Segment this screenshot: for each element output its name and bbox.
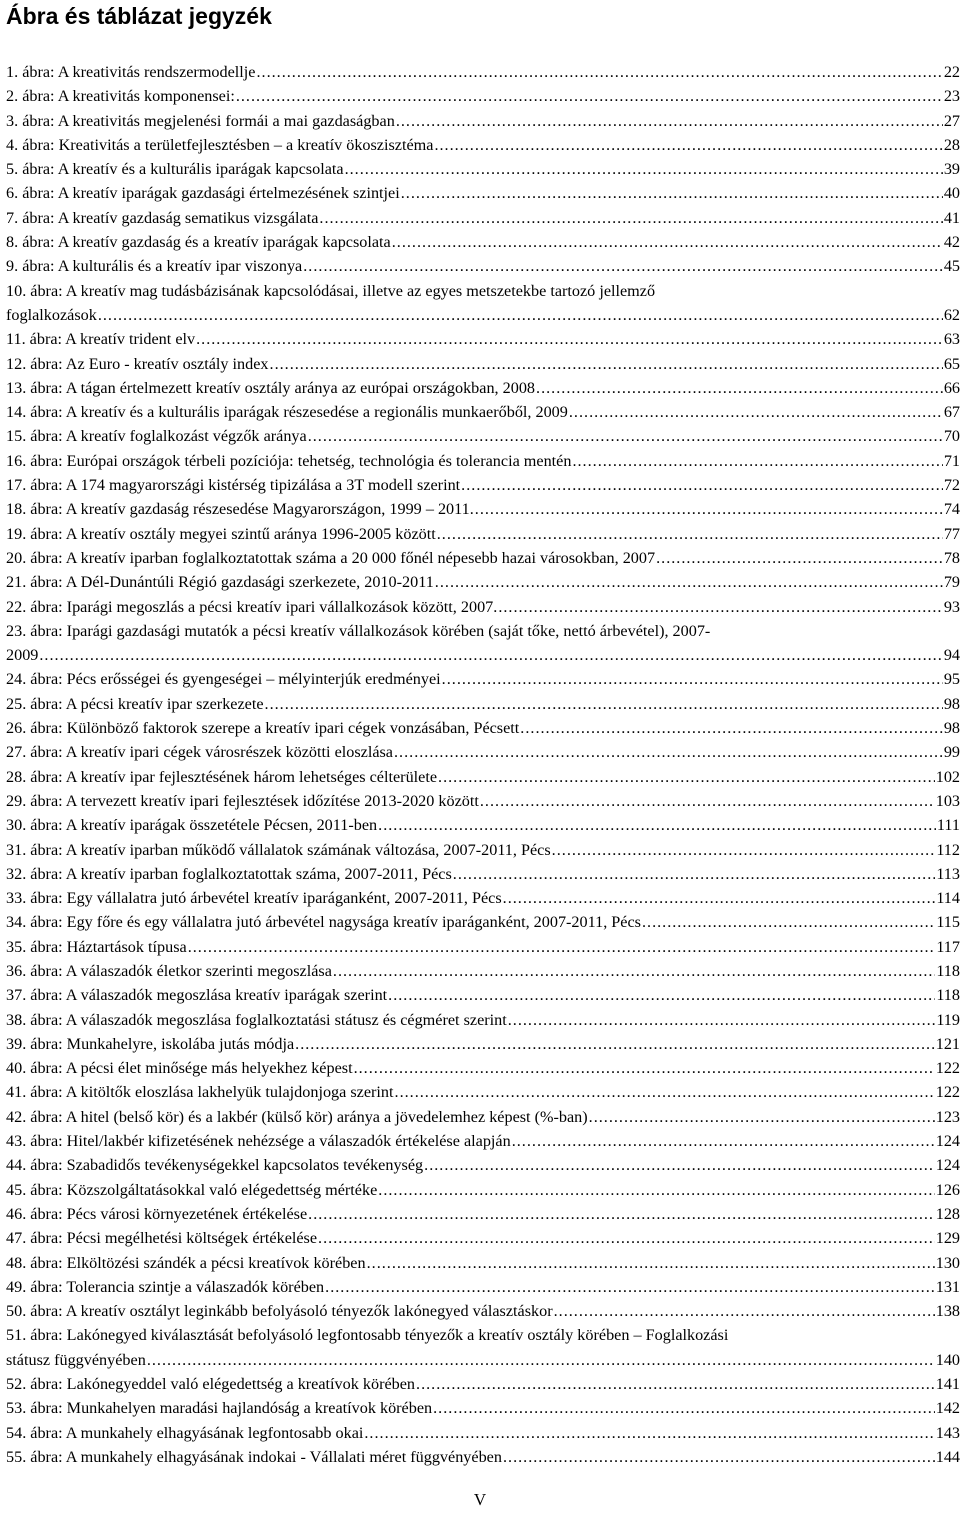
entry-title: 19. ábra: A kreatív osztály megyei szintű aránya 1996-2005 között: [6, 524, 436, 543]
entry-title: 8. ábra: A kreatív gazdaság és a kreatív iparágak kapcsolata: [6, 233, 391, 252]
entry-title: 46. ábra: Pécs városi környezetének értékelése: [6, 1204, 308, 1223]
entry-page: 66: [943, 378, 960, 397]
list-item[interactable]: [6, 473, 960, 497]
entry-title: 55. ábra: A munkahely elhagyásának indokai - Vállalati méret függvényében: [6, 1447, 502, 1466]
dot-leader: [475, 497, 943, 521]
dot-leader: [303, 254, 943, 278]
list-item[interactable]: [6, 910, 960, 934]
dot-leader: [642, 910, 935, 934]
entry-page: 103: [935, 791, 960, 810]
entry-title: 6. ábra: A kreatív iparágak gazdasági értelmezésének szintjei: [6, 184, 400, 203]
dot-leader: [318, 1226, 935, 1250]
dot-leader: [520, 716, 943, 740]
list-item[interactable]: [6, 1202, 960, 1226]
page-title: Ábra és táblázat jegyzék: [6, 3, 272, 29]
dot-leader: [554, 1299, 935, 1323]
dot-leader: [552, 838, 936, 862]
entry-title: 5. ábra: A kreatív és a kulturális iparágak kapcsolata: [6, 160, 344, 179]
entry-page: 79: [943, 573, 960, 592]
entry-title: 32. ábra: A kreatív iparban foglalkoztatottak száma, 2007-2011, Pécs: [6, 864, 452, 883]
dot-leader: [378, 813, 936, 837]
entry-title: 28. ábra: A kreatív ipar fejlesztésének három lehetséges célterülete: [6, 767, 438, 786]
list-item[interactable]: [6, 1153, 960, 1177]
entry-title: 37. ábra: A válaszadók megoszlása kreatív iparágak szerint: [6, 986, 388, 1005]
dot-leader: [388, 983, 935, 1007]
entry-page: 72: [943, 476, 960, 495]
entry-page: 141: [935, 1375, 960, 1394]
dot-leader: [98, 303, 943, 327]
list-item[interactable]: [6, 449, 960, 473]
entry-page: 126: [935, 1180, 960, 1199]
list-item[interactable]: [6, 546, 960, 570]
dot-leader: [392, 230, 943, 254]
dot-leader: [503, 1445, 935, 1469]
list-item[interactable]: [6, 813, 960, 837]
entry-title: 2. ábra: A kreativitás komponensei:: [6, 87, 235, 106]
entry-title: 33. ábra: Egy vállalatra jutó árbevétel kreatív iparáganként, 2007-2011, Pécs: [6, 889, 502, 908]
dot-leader: [295, 1032, 935, 1056]
entry-page: 131: [935, 1277, 960, 1296]
entry-title: 40. ábra: A pécsi élet minősége más helyekhez képest: [6, 1059, 353, 1078]
dot-leader: [437, 522, 943, 546]
entry-title: 12. ábra: Az Euro - kreatív osztály index: [6, 354, 269, 373]
dot-leader: [424, 1153, 935, 1177]
list-item[interactable]: [6, 157, 960, 181]
dot-leader: [512, 1129, 935, 1153]
dot-leader: [498, 595, 943, 619]
dot-leader: [503, 886, 936, 910]
entry-page: 119: [936, 1010, 960, 1029]
entry-title: 34. ábra: Egy főre és egy vállalatra jutó árbevétel nagysága kreatív iparáganként, 2007-2011, Pécs: [6, 913, 641, 932]
dot-leader: [364, 1421, 934, 1445]
entry-page: 143: [935, 1423, 960, 1442]
entry-page: 65: [943, 354, 960, 373]
list-item[interactable]: [6, 424, 960, 448]
entry-page: 74: [943, 500, 960, 519]
entry-page: 70: [943, 427, 960, 446]
figure-list: [6, 60, 960, 1469]
list-item[interactable]: [6, 740, 960, 764]
dot-leader: [308, 1202, 935, 1226]
entry-title: 10. ábra: A kreatív mag tudásbázisának kapcsolódásai, illetve az egyes metszetekbe tartozó jellemző: [6, 281, 656, 300]
entry-title: 9. ábra: A kulturális és a kreatív ipar viszonya: [6, 257, 303, 276]
entry-page: 142: [935, 1399, 960, 1418]
entry-page: 122: [935, 1083, 960, 1102]
entry-page: 28: [943, 135, 960, 154]
list-item[interactable]: [6, 1080, 960, 1104]
list-item[interactable]: [6, 765, 960, 789]
entry-title: 3. ábra: A kreativitás megjelenési formái a mai gazdaságban: [6, 111, 395, 130]
entry-title: 49. ábra: Tolerancia szintje a válaszadók körében: [6, 1277, 325, 1296]
list-item[interactable]: [6, 206, 960, 230]
list-item[interactable]: [6, 497, 960, 521]
entry-page: 118: [936, 986, 960, 1005]
dot-leader: [256, 60, 942, 84]
entry-page: 93: [943, 597, 960, 616]
list-item[interactable]: [6, 595, 960, 619]
entry-page: 78: [943, 548, 960, 567]
dot-leader: [319, 206, 942, 230]
dot-leader: [536, 376, 943, 400]
entry-title: 52. ábra: Lakónegyeddel való elégedettség a kreatívok körében: [6, 1375, 416, 1394]
entry-page: 114: [936, 889, 960, 908]
entry-page: 130: [935, 1253, 960, 1272]
entry-page: 77: [943, 524, 960, 543]
entry-title: 4. ábra: Kreativitás a területfejlesztésben – a kreatív ökoszisztéma: [6, 135, 434, 154]
dot-leader: [308, 424, 943, 448]
entry-page: 63: [943, 330, 960, 349]
entry-title-continued: státusz függvényében: [6, 1350, 146, 1369]
entry-title: 35. ábra: Háztartások típusa: [6, 937, 187, 956]
entry-page: 128: [935, 1204, 960, 1223]
dot-leader: [236, 84, 943, 108]
list-item[interactable]: [6, 109, 960, 133]
list-item[interactable]: [6, 279, 960, 328]
list-item[interactable]: [6, 983, 960, 1007]
entry-title: 47. ábra: Pécsi megélhetési költségek értékelése: [6, 1229, 318, 1248]
dot-leader: [325, 1275, 935, 1299]
entry-title: 31. ábra: A kreatív iparban működő vállalatok számának változása, 2007-2011, Pécs: [6, 840, 551, 859]
list-item[interactable]: [6, 1008, 960, 1032]
entry-title: 16. ábra: Európai országok térbeli pozíciója: tehetség, technológia és tolerancia mentén: [6, 451, 572, 470]
dot-leader: [438, 765, 935, 789]
entry-page: 112: [936, 840, 960, 859]
dot-leader: [434, 133, 942, 157]
list-item[interactable]: [6, 400, 960, 424]
entry-page: 95: [943, 670, 960, 689]
dot-leader: [508, 1008, 936, 1032]
list-item[interactable]: [6, 60, 960, 84]
dot-leader: [147, 1348, 935, 1372]
entry-page: 138: [935, 1302, 960, 1321]
list-item[interactable]: [6, 254, 960, 278]
entry-page: 102: [935, 767, 960, 786]
list-item[interactable]: [6, 838, 960, 862]
entry-title: 23. ábra: Iparági gazdasági mutatók a pécsi kreatív vállalkozások körében (saját tőke, nettó árbevétel), 2007-: [6, 621, 711, 640]
entry-title: 11. ábra: A kreatív trident elv: [6, 330, 196, 349]
dot-leader: [461, 473, 943, 497]
dot-leader: [572, 449, 942, 473]
list-item[interactable]: [6, 181, 960, 205]
entry-page: 144: [935, 1447, 960, 1466]
entry-title: 43. ábra: Hitel/lakbér kifizetésének nehézsége a válaszadók értékelése alapján: [6, 1132, 511, 1151]
list-item[interactable]: [6, 230, 960, 254]
entry-page: 121: [935, 1034, 960, 1053]
list-item[interactable]: [6, 376, 960, 400]
entry-page: 115: [936, 913, 960, 932]
list-item[interactable]: [6, 959, 960, 983]
entry-page: 27: [943, 111, 960, 130]
entry-title: 25. ábra: A pécsi kreatív ipar szerkezete: [6, 694, 264, 713]
list-item[interactable]: [6, 1372, 960, 1396]
entry-title: 20. ábra: A kreatív iparban foglalkoztatottak száma a 20 000 főnél népesebb hazai városokban, 2007: [6, 548, 656, 567]
list-item[interactable]: [6, 352, 960, 376]
dot-leader: [394, 740, 943, 764]
list-item[interactable]: [6, 1323, 960, 1372]
entry-page: 98: [943, 719, 960, 738]
entry-page: 99: [943, 743, 960, 762]
list-item[interactable]: [6, 1056, 960, 1080]
entry-title: 36. ábra: A válaszadók életkor szerinti megoszlása: [6, 961, 332, 980]
list-item[interactable]: [6, 84, 960, 108]
entry-title: 21. ábra: A Dél-Dunántúli Régió gazdasági szerkezete, 2010-2011: [6, 573, 434, 592]
entry-page: 42: [943, 233, 960, 252]
entry-page: 71: [943, 451, 960, 470]
list-item[interactable]: [6, 1421, 960, 1445]
entry-page: 67: [943, 403, 960, 422]
list-item[interactable]: [6, 789, 960, 813]
dot-leader: [396, 109, 943, 133]
list-item[interactable]: [6, 522, 960, 546]
entry-title-continued: foglalkozások: [6, 305, 97, 324]
list-item[interactable]: [6, 935, 960, 959]
entry-page: 129: [935, 1229, 960, 1248]
entry-title: 13. ábra: A tágan értelmezett kreatív osztály aránya az európai országokban, 2008: [6, 378, 536, 397]
list-item[interactable]: [6, 1275, 960, 1299]
list-item[interactable]: [6, 716, 960, 740]
list-item[interactable]: [6, 327, 960, 351]
entry-title: 44. ábra: Szabadidős tevékenységekkel kapcsolatos tevékenység: [6, 1156, 424, 1175]
entry-title: 24. ábra: Pécs erősségei és gyengeségei – mélyinterjúk eredményei: [6, 670, 441, 689]
entry-page: 111: [936, 816, 960, 835]
entry-page: 62: [943, 305, 960, 324]
list-item[interactable]: [6, 692, 960, 716]
list-item[interactable]: [6, 1445, 960, 1469]
entry-title: 42. ábra: A hitel (belső kör) és a lakbér (külső kör) aránya a jövedelemhez képest (%-ban): [6, 1107, 588, 1126]
entry-page: 123: [935, 1107, 960, 1126]
list-item[interactable]: [6, 862, 960, 886]
dot-leader: [435, 570, 943, 594]
list-item[interactable]: [6, 1105, 960, 1129]
list-item[interactable]: [6, 886, 960, 910]
dot-leader: [433, 1396, 935, 1420]
entry-title: 51. ábra: Lakónegyed kiválasztását befolyásoló legfontosabb tényezők a kreatív osztály körében – Foglalkozási: [6, 1326, 729, 1345]
entry-page: 113: [936, 864, 960, 883]
entry-title: 45. ábra: Közszolgáltatásokkal való elégedettség mértéke: [6, 1180, 378, 1199]
entry-title: 7. ábra: A kreatív gazdaság sematikus vizsgálata: [6, 208, 319, 227]
list-item[interactable]: [6, 1178, 960, 1202]
entry-page: 41: [943, 208, 960, 227]
entry-page: 124: [935, 1132, 960, 1151]
entry-page: 23: [943, 87, 960, 106]
entry-title: 53. ábra: Munkahelyen maradási hajlandóság a kreatívok körében: [6, 1399, 433, 1418]
entry-title: 39. ábra: Munkahelyre, iskolába jutás módja: [6, 1034, 295, 1053]
list-item[interactable]: [6, 1396, 960, 1420]
list-item[interactable]: [6, 133, 960, 157]
entry-page: 118: [936, 961, 960, 980]
entry-title: 27. ábra: A kreatív ipari cégek városrészek közötti eloszlása: [6, 743, 393, 762]
list-item[interactable]: [6, 570, 960, 594]
entry-title: 14. ábra: A kreatív és a kulturális iparágak részesedése a regionális munkaerőből, 2009: [6, 403, 568, 422]
list-item[interactable]: [6, 1032, 960, 1056]
entry-page: 98: [943, 694, 960, 713]
entry-title: 41. ábra: A kitöltők eloszlása lakhelyük tulajdonjoga szerint: [6, 1083, 394, 1102]
page-number: V: [473, 1490, 487, 1509]
entry-page: 39: [943, 160, 960, 179]
dot-leader: [39, 643, 942, 667]
entry-title: 18. ábra: A kreatív gazdaság részesedése Magyarországon, 1999 – 2011.: [6, 500, 474, 519]
entry-title: 38. ábra: A válaszadók megoszlása foglalkoztatási státusz és cégméret szerint: [6, 1010, 507, 1029]
entry-page: 22: [943, 63, 960, 81]
entry-title: 22. ábra: Iparági megoszlás a pécsi kreatív ipari vállalkozások között, 2007.: [6, 597, 498, 616]
dot-leader: [270, 352, 943, 376]
dot-leader: [589, 1105, 935, 1129]
dot-leader: [395, 1080, 935, 1104]
entry-page: 40: [943, 184, 960, 203]
entry-title: 54. ábra: A munkahely elhagyásának legfontosabb okai: [6, 1423, 364, 1442]
entry-title: 26. ábra: Különböző faktorok szerepe a kreatív ipari cégek vonzásában, Pécsett: [6, 719, 520, 738]
entry-title-continued: 2009: [6, 646, 39, 665]
dot-leader: [453, 862, 936, 886]
entry-page: 45: [943, 257, 960, 276]
list-item[interactable]: [6, 667, 960, 691]
list-item[interactable]: [6, 1251, 960, 1275]
entry-title: 30. ábra: A kreatív iparágak összetétele Pécsen, 2011-ben: [6, 816, 378, 835]
dot-leader: [569, 400, 943, 424]
dot-leader: [354, 1056, 935, 1080]
list-item[interactable]: [6, 1299, 960, 1323]
entry-title: 50. ábra: A kreatív osztályt leginkább befolyásoló tényezők lakónegyed választáskor: [6, 1302, 553, 1321]
entry-title: 17. ábra: A 174 magyarországi kistérség tipizálása a 3T modell szerint: [6, 476, 461, 495]
entry-title: 15. ábra: A kreatív foglalkozást végzők aránya: [6, 427, 307, 446]
dot-leader: [442, 667, 943, 691]
entry-page: 140: [935, 1350, 960, 1369]
dot-leader: [656, 546, 943, 570]
dot-leader: [378, 1178, 934, 1202]
dot-leader: [480, 789, 935, 813]
list-item[interactable]: [6, 619, 960, 668]
dot-leader: [416, 1372, 935, 1396]
dot-leader: [333, 959, 935, 983]
entry-title: 48. ábra: Elköltözési szándék a pécsi kreatívok körében: [6, 1253, 366, 1272]
dot-leader: [401, 181, 943, 205]
entry-page: 117: [936, 937, 960, 956]
entry-title: 1. ábra: A kreativitás rendszermodellje: [6, 63, 256, 81]
list-item[interactable]: [6, 1226, 960, 1250]
dot-leader: [196, 327, 943, 351]
dot-leader: [345, 157, 943, 181]
entry-title: 29. ábra: A tervezett kreatív ipari fejlesztések időzítése 2013-2020 között: [6, 791, 479, 810]
dot-leader: [188, 935, 936, 959]
entry-page: 124: [935, 1156, 960, 1175]
dot-leader: [265, 692, 943, 716]
entry-page: 94: [943, 646, 960, 665]
dot-leader: [367, 1251, 935, 1275]
list-item[interactable]: [6, 1129, 960, 1153]
entry-page: 122: [935, 1059, 960, 1078]
